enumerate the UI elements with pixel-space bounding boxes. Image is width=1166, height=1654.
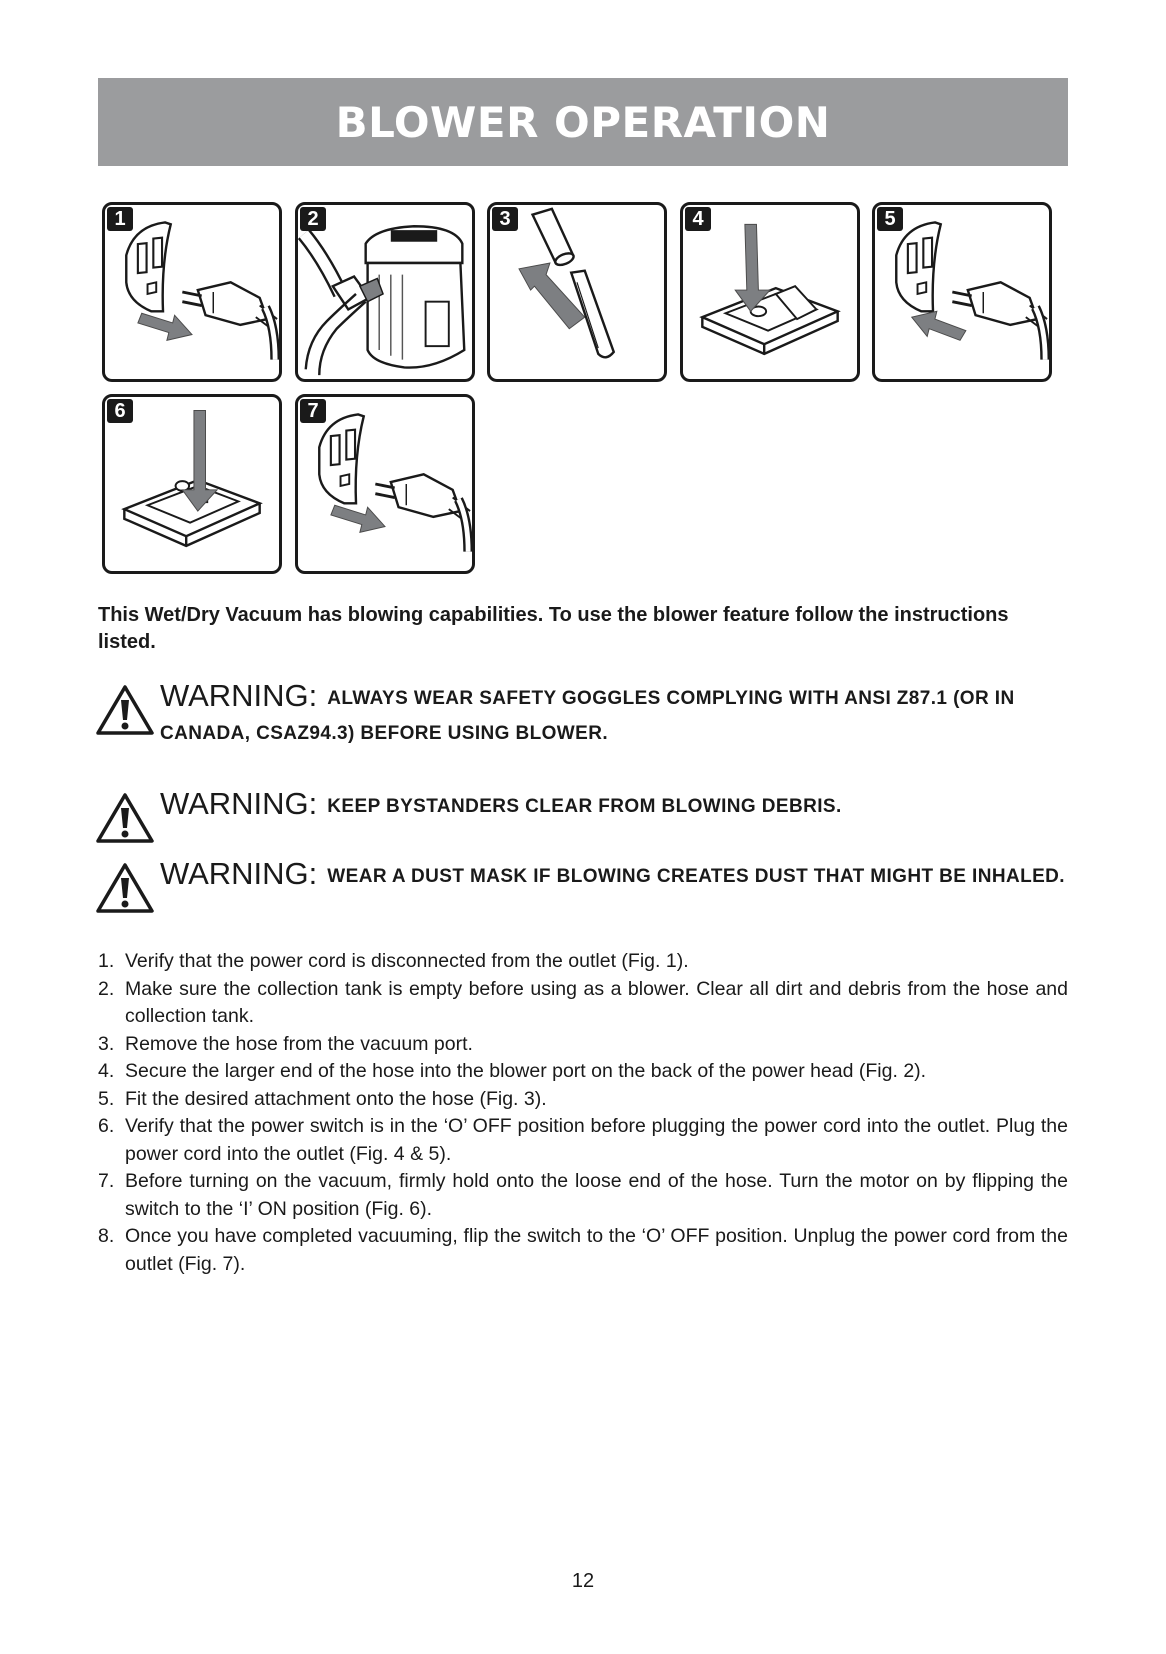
step-text: Remove the hose from the vacuum port.: [125, 1032, 473, 1055]
list-item: [98, 1113, 1068, 1168]
warning-triangle-icon: [96, 792, 154, 844]
warning-triangle-icon: [96, 862, 154, 914]
step-number: 2.: [98, 977, 115, 1000]
section-title-banner: [98, 78, 1068, 166]
warning-label: WARNING:: [160, 856, 318, 891]
step-number: 4.: [98, 1060, 115, 1082]
figure-1: [102, 202, 282, 382]
figure-number: 3: [492, 207, 518, 231]
warning-triangle-icon: [96, 684, 154, 736]
step-number: 3.: [98, 1032, 115, 1055]
page-number: 12: [571, 1570, 595, 1592]
step-text: Before turning on the vacuum, firmly hold onto the loose end of the hose. Turn the motor on by flipping the switch to the ‘I’ ON position (Fig. 6).: [125, 1170, 1068, 1220]
unplug-cord-icon: [105, 205, 279, 379]
figure-7: [295, 394, 475, 574]
step-text: Once you have completed vacuuming, flip the switch to the ‘O’ OFF position. Unplug the power cord from the outlet (Fig. 7).: [125, 1225, 1068, 1275]
list-item: [98, 1058, 1068, 1086]
warning-text: KEEP BYSTANDERS CLEAR FROM BLOWING DEBRIS.: [327, 796, 842, 817]
page-title: BLOWER OPERATION: [335, 97, 831, 147]
attach-hose-blower-port-icon: [298, 205, 472, 379]
figure-2: [295, 202, 475, 382]
figure-4: [680, 202, 860, 382]
step-text: Verify that the power cord is disconnected from the outlet (Fig. 1).: [125, 950, 689, 972]
figure-6: [102, 394, 282, 574]
step-text: Verify that the power switch is in the ‘O’ OFF position before plugging the power cord into the outlet. Plug the power cord into the outlet (Fig. 4 & 5).: [125, 1115, 1068, 1165]
figure-number: 6: [107, 399, 133, 423]
warning-text: ALWAYS WEAR SAFETY GOGGLES COMPLYING WITH ANSI Z87.1 (OR IN CANADA, CSAZ94.3) BEFORE USING BLOWER.: [160, 688, 1015, 744]
instruction-list: [98, 948, 1068, 1278]
list-item: [98, 948, 1068, 976]
fit-attachment-icon: [490, 205, 664, 379]
figure-number: 4: [685, 207, 711, 231]
warning-label: WARNING:: [160, 786, 318, 821]
list-item: [98, 1223, 1068, 1278]
step-number: 5.: [98, 1087, 115, 1110]
figure-5: [872, 202, 1052, 382]
unplug-cord-icon: [298, 397, 472, 571]
step-text: Fit the desired attachment onto the hose (Fig. 3).: [125, 1087, 547, 1110]
figure-number: 5: [877, 207, 903, 231]
list-item: [98, 1031, 1068, 1059]
figure-number: 7: [300, 399, 326, 423]
step-text: Make sure the collection tank is empty before using as a blower. Clear all dirt and debris from the hose and collection tank.: [125, 977, 1068, 1027]
intro-text: This Wet/Dry Vacuum has blowing capabilities. To use the blower feature follow the instructions listed.: [98, 604, 1009, 653]
list-item: [98, 1168, 1068, 1223]
warning-label: WARNING:: [160, 678, 318, 713]
switch-on-icon: [105, 397, 279, 571]
figure-number: 1: [107, 207, 133, 231]
figure-number: 2: [300, 207, 326, 231]
list-item: [98, 976, 1068, 1031]
step-number: 7.: [98, 1170, 115, 1192]
plug-in-cord-icon: [875, 205, 1049, 379]
step-text: Secure the larger end of the hose into the blower port on the back of the power head (Fig. 2).: [125, 1060, 927, 1082]
figure-3: [487, 202, 667, 382]
list-item: [98, 1086, 1068, 1114]
warning-goggles: [96, 678, 1076, 751]
step-number: 6.: [98, 1115, 115, 1137]
switch-off-icon: [683, 205, 857, 379]
warning-dust-mask: [96, 856, 1076, 894]
warning-bystanders: [96, 786, 1076, 824]
step-number: 1.: [98, 950, 115, 972]
warning-text: WEAR A DUST MASK IF BLOWING CREATES DUST THAT MIGHT BE INHALED.: [327, 866, 1065, 887]
step-number: 8.: [98, 1225, 115, 1247]
